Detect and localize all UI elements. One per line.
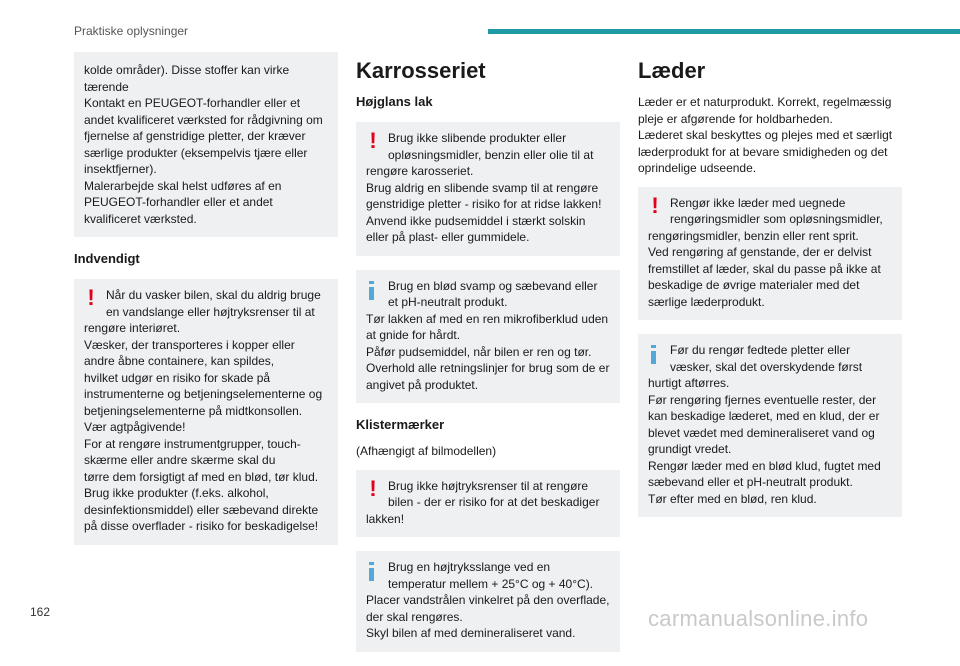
watermark: carmanualsonline.info [648, 606, 869, 631]
info-icon [651, 342, 656, 364]
warning-icon: ! [369, 128, 377, 153]
column-middle [356, 52, 620, 666]
leather-warning-text: rengøringsmidler, benzin eller rent sprit. Ved rengøring af genstande, der er delvist fremstillet af læder, skal du passe på ikke at beskadige de øvrige materialer med det særlige læderprodukt. [648, 228, 881, 309]
leather-warning-box [638, 187, 902, 321]
gloss-info-box [356, 270, 620, 404]
page-number: 162 [30, 605, 51, 619]
stickers-warning-box [356, 470, 620, 538]
leather-info-text: hurtigt aftørres. Før rengøring fjernes eventuelle rester, der kan beskadige læderet, med en klud, der er blevet vædet med demineraliseret vand og grundigt vredet. Rengør læder med en blød klud, fugtet med sæbevand eller et pH-neutralt produkt. Tør efter med en blød, ren klud. [648, 376, 881, 506]
stickers-heading: Klistermærker [356, 417, 445, 432]
interior-warning-text: rengøre interiøret. Væsker, der transporteres i kopper eller andre åbne containere, kan spildes, hvilket udgør en risiko for skade på instrumenterne og betjeningselementerne og betjeningselementerne på midtkonsollen. Vær agtpågivende! For at rengøre instrumentgrupper, touch-skærme eller andre skærme skal du tørre dem forsigtigt af med en blød, tør klud. Brug ikke produkter (f.eks. alkohol, desinfektionsmiddel) eller sæbevand direkte på disse overflader - risiko for beskadigelse! [84, 321, 323, 533]
leather-title: Læder [638, 58, 706, 83]
leather-info-first: Før du rengør fedtede pletter eller væsker, skal det overskydende først [670, 343, 863, 374]
gloss-warning-text: rengøre karosseriet. Brug aldrig en slibende svamp til at rengøre genstridige pletter - risiko for at ridse lakken! Anvend ikke pudsemiddel i stærkt solskin eller på plast- eller gummidele. [366, 164, 602, 244]
interior-heading: Indvendigt [74, 251, 140, 266]
section-header: Praktiske oplysninger [74, 24, 189, 38]
stickers-info-text: Placer vandstrålen vinkelret på den overflade, der skal rengøres. Skyl bilen af med demineraliseret vand. [366, 593, 610, 640]
column-right [638, 52, 902, 531]
stickers-warning-text: lakken! [366, 511, 405, 526]
stickers-warning-first: Brug ikke højtryksrenser til at rengøre bilen - der er risiko for at det beskadiger [388, 478, 600, 509]
gloss-info-first: Brug en blød svamp og sæbevand eller et pH-neutralt produkt. [388, 278, 598, 309]
leather-info-box [638, 334, 902, 517]
header-accent-bar [488, 29, 960, 34]
gloss-info-text: Tør lakken af med en ren mikrofiberklud uden at gnide for hårdt. Påfør pudsemiddel, når bilen er ren og tør. Overhold alle retningslinjer for brug som de er angivet på produktet. [366, 311, 610, 392]
warning-icon: ! [369, 475, 377, 501]
info-icon [369, 278, 374, 300]
leather-warning-first: Rengør ikke læder med uegnede rengøringsmidler som opløsningsmidler, [670, 195, 883, 226]
leather-intro: Læder er et naturprodukt. Korrekt, regelmæssig pleje er afgørende for holdbarheden. Læderet skal beskyttes og plejes med et særligt læderprodukt for at bevare smidigheden og det oprindelige udseende. [638, 95, 893, 175]
stickers-info-box [356, 551, 620, 652]
gloss-heading: Højglans lak [356, 94, 433, 109]
interior-warning-box [74, 279, 338, 545]
warning-icon: ! [87, 285, 95, 310]
gloss-warning-first: Brug ikke slibende produkter eller opløsningsmidler, benzin eller olie til at [388, 131, 594, 162]
continued-note-box [74, 52, 338, 237]
warning-icon: ! [651, 192, 659, 218]
continued-note-text: kolde områder). Disse stoffer kan virke tærende Kontakt en PEUGEOT-forhandler eller et andet kvalificeret værksted for rådgivning om fjernelse af genstridige pletter, der kræver særlige produkter (eksempelvis tjære eller insektfjerner). Malerarbejde skal helst udføres af en PEUGEOT-forhandler eller et andet kvalificeret værksted. [84, 63, 323, 226]
bodywork-title: Karrosseriet [356, 58, 486, 83]
stickers-note: (Afhængigt af bilmodellen) [356, 444, 497, 458]
interior-warning-first: Når du vasker bilen, skal du aldrig bruge en vandslange eller højtryksrenser til at [106, 288, 321, 319]
info-icon [369, 559, 374, 581]
column-left [74, 52, 338, 559]
stickers-info-first: Brug en højtryksslange ved en temperatur mellem + 25°C og + 40°C). [388, 560, 594, 591]
gloss-warning-box [356, 122, 620, 256]
